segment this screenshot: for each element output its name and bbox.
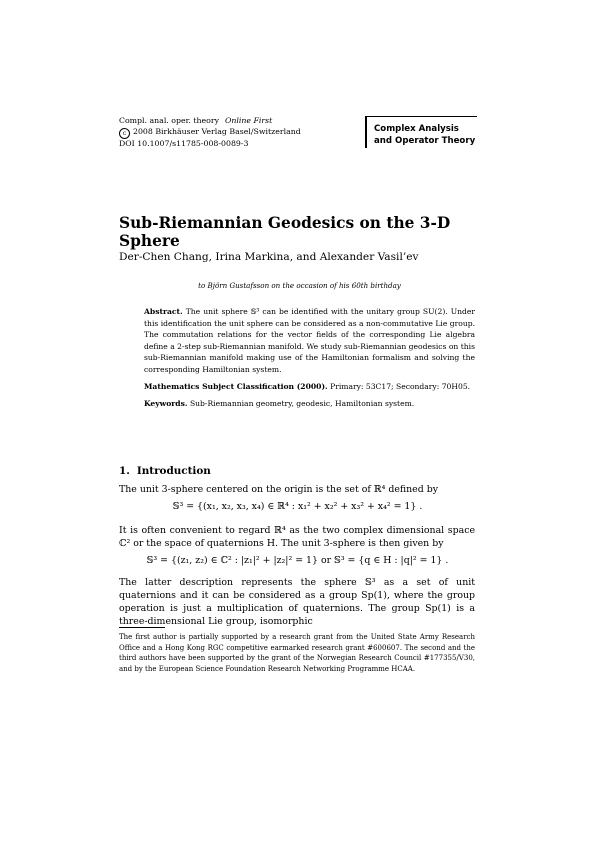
doi: DOI 10.1007/s11785-008-0089-3	[119, 138, 249, 148]
journal-header	[119, 116, 301, 149]
equation-1: 𝕊³ = {(x₁, x₂, x₃, x₄) ∈ ℝ⁴ : x₁² + x₂² + x₃² + x₄² = 1} .	[172, 501, 423, 512]
journal-line-row	[119, 116, 301, 127]
abstract-text: The unit sphere 𝕊³ can be identified with the unitary group SU(2). Under this identification the unit sphere can be considered as a non-commutative Lie group. The commutation relations for the vector fields of the corresponding Lie algebra define a 2-step sub-Riemannian manifold. We study sub-Riemannian geodesics on this sub-Riemannian manifold making use of the Hamiltonian formalism and solving the corresponding Hamiltonian system.	[144, 307, 475, 374]
footnote-rule	[119, 627, 165, 628]
equation-2: 𝕊³ = {(z₁, z₂) ∈ ℂ² : |z₁|² + |z₂|² = 1} or 𝕊³ = {q ∈ H : |q|² = 1} .	[146, 555, 449, 566]
publication-status: Online First	[225, 116, 273, 125]
body-paragraph-1: The unit 3-sphere centered on the origin is the set of ℝ⁴ defined by	[119, 484, 439, 495]
paper-title: Sub-Riemannian Geodesics on the 3-D Sphere	[119, 214, 451, 250]
keywords-label: Keywords.	[144, 399, 188, 408]
journal-logo-rule	[367, 116, 477, 117]
body-paragraph-3: The latter description represents the sphere 𝕊³ as a set of unit quaternions and it can be considered as a group Sp(1), where the group operation is just a multiplication of quaternions. The group Sp(1) is a three-dimensional Lie group, isomorphic	[119, 577, 475, 628]
paper-authors: Der-Chen Chang, Irina Markina, and Alexander Vasil’ev	[119, 251, 419, 263]
journal-citation: Compl. anal. oper. theory	[119, 116, 219, 125]
copyright-row	[119, 127, 301, 139]
dedication-text: to Björn Gustafsson on the occasion of his 60th birthday	[198, 281, 401, 290]
journal-name-line2: and Operator Theory	[374, 136, 476, 146]
section-title: Introduction	[136, 465, 211, 477]
body-paragraph-2: It is often convenient to regard ℝ⁴ as the two complex dimensional space ℂ² or the space of quaternions H. The unit 3-sphere is then given by	[119, 525, 475, 550]
keywords	[144, 399, 475, 408]
journal-name-line1: Complex Analysis	[374, 124, 459, 134]
section-heading	[119, 465, 211, 477]
journal-logo-box	[365, 116, 477, 148]
journal-name	[374, 123, 475, 147]
abstract	[144, 306, 475, 376]
copyright-text: 2008 Birkhäuser Verlag Basel/Switzerland	[133, 126, 301, 136]
footnote: The first author is partially supported by a research grant from the United State Army Research Office and a Hong Kong RGC competitive earmarked research grant #600607. The second and the third authors have been supported by the grant of the Norwegian Research Council #177355/V30, and by the European Science Foundation Research Networking Programme HCAA.	[119, 633, 475, 673]
msc-label: Mathematics Subject Classification (2000).	[144, 382, 328, 391]
msc-text: Primary: 53C17; Secondary: 70H05.	[330, 382, 471, 391]
dedication	[0, 281, 595, 290]
keywords-text: Sub-Riemannian geometry, geodesic, Hamiltonian system.	[189, 399, 415, 408]
abstract-label: Abstract.	[144, 307, 183, 316]
copyright-icon: c	[119, 128, 130, 139]
section-number: 1.	[119, 465, 130, 477]
msc-classification	[144, 382, 475, 391]
